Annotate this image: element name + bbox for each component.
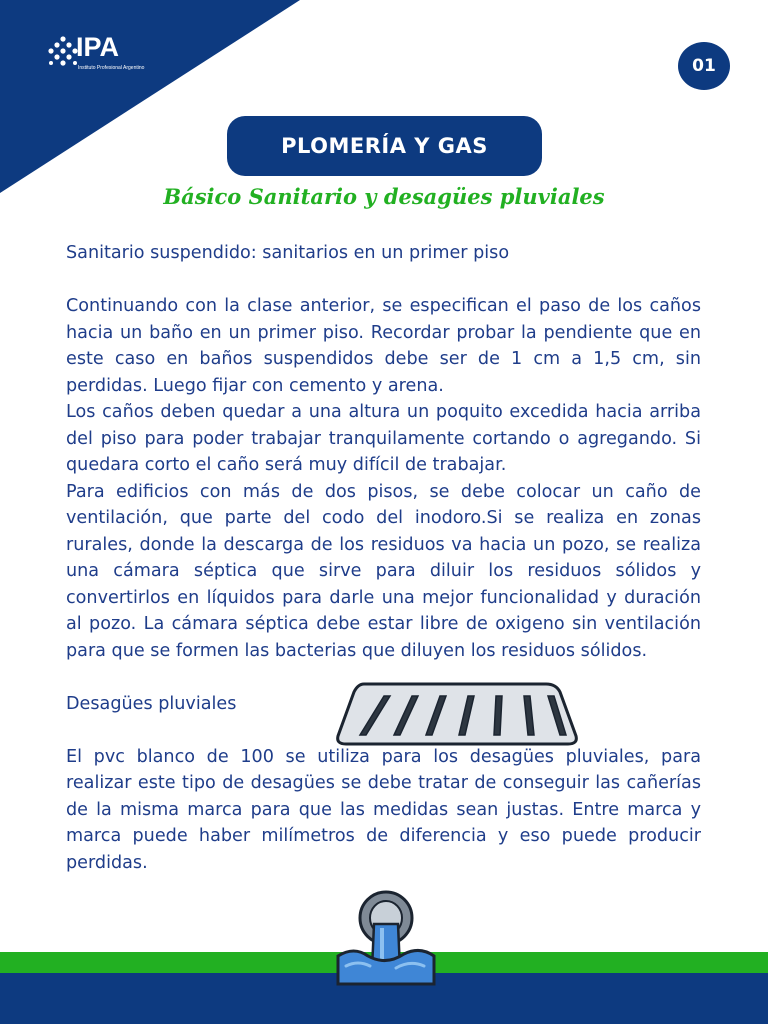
section-heading-sanitario: Sanitario suspendido: sanitarios en un primer piso	[66, 243, 510, 263]
page-number: 01	[678, 42, 730, 90]
body-content	[66, 240, 701, 876]
drain-grate-icon	[334, 680, 580, 750]
logo-name: IPA	[76, 32, 120, 62]
ipa-logo	[48, 32, 148, 76]
logo-subtitle: Instituto Profesional Argentino	[78, 65, 145, 71]
paragraph: Continuando con la clase anterior, se especifican el paso de los caños hacia un baño en un primer piso. Recordar probar la pendiente que en este caso en baños suspendidos debe ser de 1 cm a 1,5 cm, sin perdidas. Luego fijar con cemento y arena.	[66, 296, 701, 396]
page-title: PLOMERÍA Y GAS	[227, 116, 542, 176]
logo-dots-icon	[48, 36, 78, 70]
paragraph: Para edificios con más de dos pisos, se debe colocar un caño de ventilación, que parte del codo del inodoro.Si se realiza en zonas rurales, donde la descarga de los residuos va hacia un pozo, se realiza una cámara séptica que sirve para diluir los residuos sólidos y convertirlos en líquidos para darle una mejor funcionalidad y duración al pozo. La cámara séptica debe estar libre de oxigeno sin ventilación para que se formen las bacterias que diluyen los residuos sólidos.	[66, 481, 701, 661]
drain-pipe-water-icon	[334, 888, 438, 988]
paragraph: Los caños deben quedar a una altura un poquito excedida hacia arriba del piso para poder trabajar tranquilamente cortando o agregando. Si quedara corto el caño será muy difícil de trabajar.	[66, 402, 701, 475]
paragraph: El pvc blanco de 100 se utiliza para los desagües pluviales, para realizar este tipo de desagües se debe tratar de conseguir las cañerías de la misma marca para que las medidas sean justas. Entre marca y marca puede haber milímetros de diferencia y eso puede producir perdidas.	[66, 746, 701, 873]
page-subtitle: Básico Sanitario y desagües pluviales	[163, 184, 605, 209]
section-heading-desagues: Desagües pluviales	[66, 693, 237, 714]
